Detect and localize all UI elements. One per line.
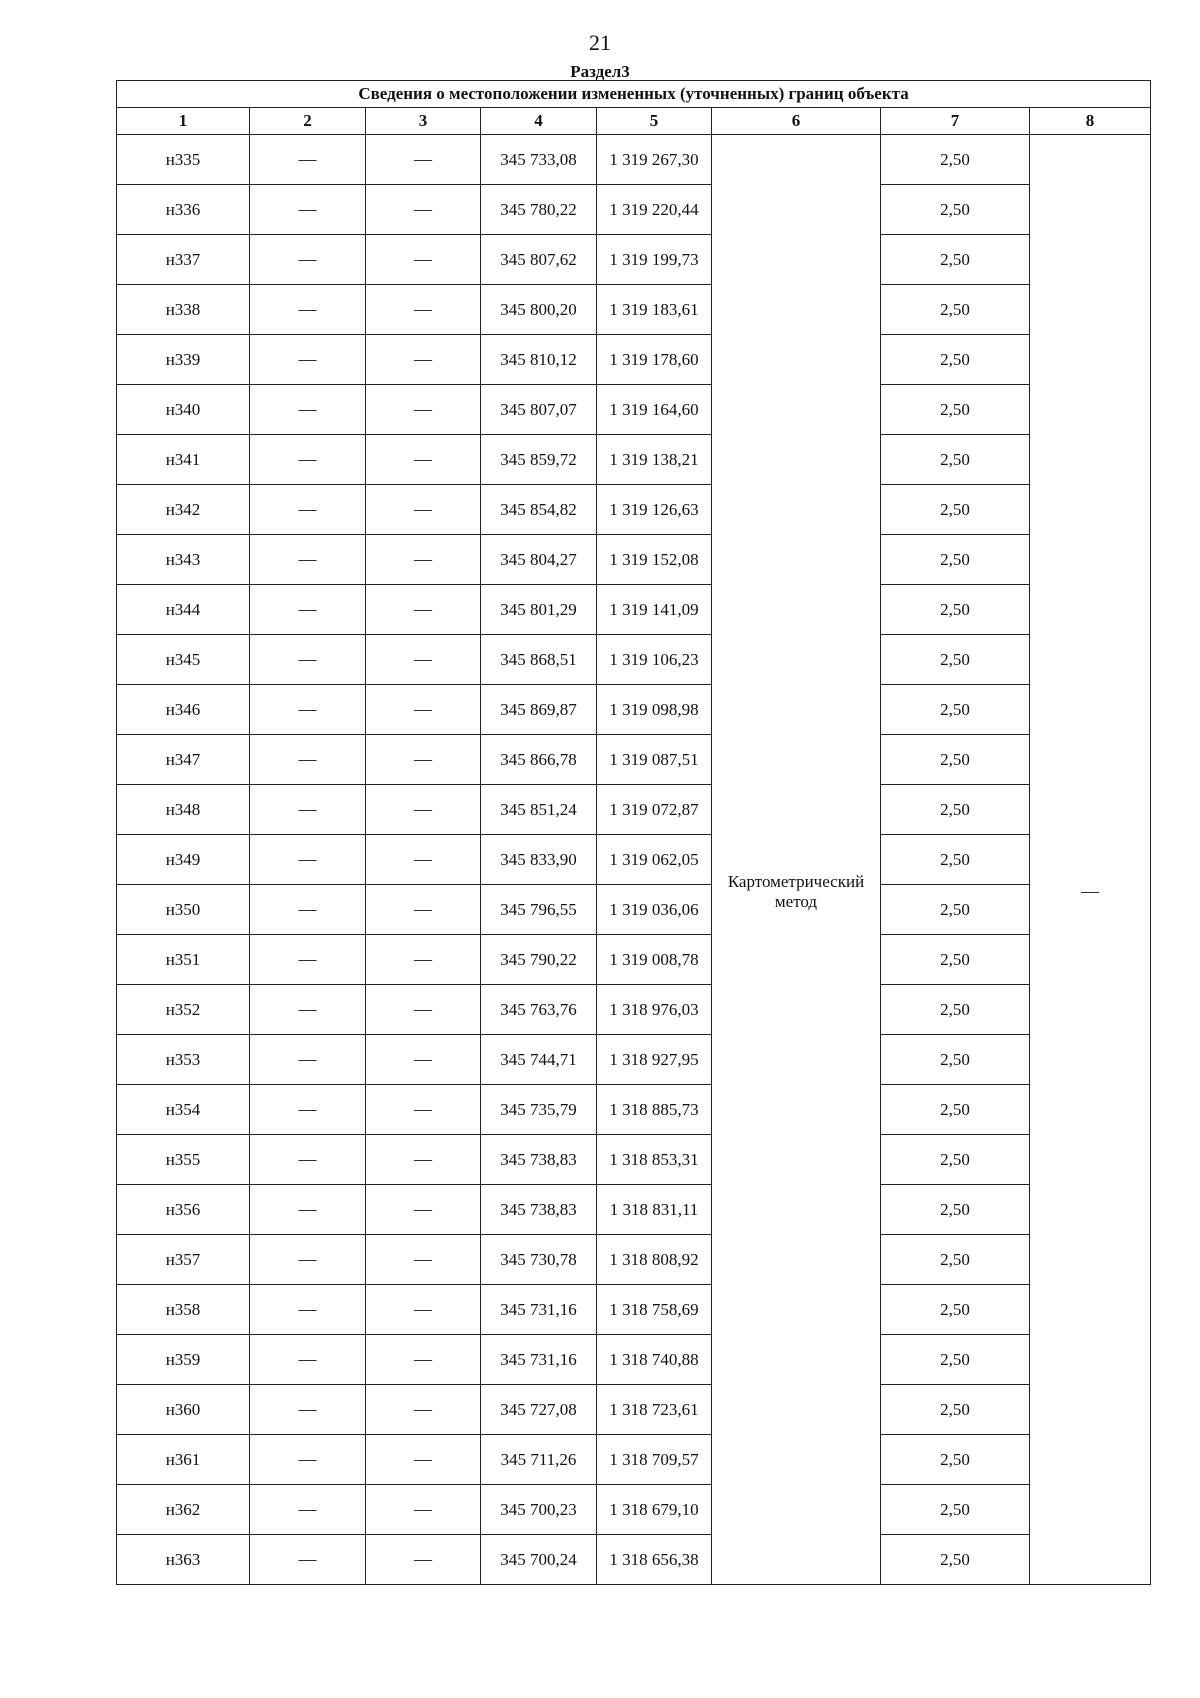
column8-cell: — xyxy=(1030,135,1151,1585)
table-row xyxy=(117,535,1151,585)
table-row xyxy=(117,935,1151,985)
x-coordinate-cell: 345 744,71 xyxy=(481,1035,597,1085)
y-coordinate-cell: 1 319 183,61 xyxy=(597,285,712,335)
column2-cell: — xyxy=(250,1135,366,1185)
table-row xyxy=(117,135,1151,185)
table-row xyxy=(117,735,1151,785)
column3-cell: — xyxy=(366,1135,481,1185)
table-row xyxy=(117,1135,1151,1185)
column-number: 2 xyxy=(250,108,366,135)
table-row xyxy=(117,335,1151,385)
x-coordinate-cell: 345 780,22 xyxy=(481,185,597,235)
y-coordinate-cell: 1 319 062,05 xyxy=(597,835,712,885)
precision-cell: 2,50 xyxy=(881,1285,1030,1335)
y-coordinate-cell: 1 318 885,73 xyxy=(597,1085,712,1135)
point-name-cell: н340 xyxy=(117,385,250,435)
x-coordinate-cell: 345 790,22 xyxy=(481,935,597,985)
column-number: 8 xyxy=(1030,108,1151,135)
table-row xyxy=(117,1435,1151,1485)
column3-cell: — xyxy=(366,1535,481,1585)
table-row xyxy=(117,685,1151,735)
table-row xyxy=(117,1335,1151,1385)
column3-cell: — xyxy=(366,1285,481,1335)
precision-cell: 2,50 xyxy=(881,735,1030,785)
y-coordinate-cell: 1 319 087,51 xyxy=(597,735,712,785)
point-name-cell: н350 xyxy=(117,885,250,935)
y-coordinate-cell: 1 318 808,92 xyxy=(597,1235,712,1285)
y-coordinate-cell: 1 319 072,87 xyxy=(597,785,712,835)
table-row xyxy=(117,785,1151,835)
x-coordinate-cell: 345 700,24 xyxy=(481,1535,597,1585)
column3-cell: — xyxy=(366,185,481,235)
y-coordinate-cell: 1 318 656,38 xyxy=(597,1535,712,1585)
column2-cell: — xyxy=(250,285,366,335)
table-row xyxy=(117,985,1151,1035)
table-row xyxy=(117,835,1151,885)
y-coordinate-cell: 1 318 976,03 xyxy=(597,985,712,1035)
y-coordinate-cell: 1 319 267,30 xyxy=(597,135,712,185)
column-number-row xyxy=(117,108,1151,135)
y-coordinate-cell: 1 318 723,61 xyxy=(597,1385,712,1435)
column3-cell: — xyxy=(366,635,481,685)
y-coordinate-cell: 1 318 831,11 xyxy=(597,1185,712,1235)
column3-cell: — xyxy=(366,535,481,585)
point-name-cell: н362 xyxy=(117,1485,250,1535)
x-coordinate-cell: 345 735,79 xyxy=(481,1085,597,1135)
column3-cell: — xyxy=(366,1335,481,1385)
table-row xyxy=(117,1035,1151,1085)
column2-cell: — xyxy=(250,235,366,285)
table-row xyxy=(117,185,1151,235)
x-coordinate-cell: 345 800,20 xyxy=(481,285,597,335)
column2-cell: — xyxy=(250,1335,366,1385)
point-name-cell: н349 xyxy=(117,835,250,885)
column3-cell: — xyxy=(366,1085,481,1135)
column2-cell: — xyxy=(250,1035,366,1085)
column2-cell: — xyxy=(250,935,366,985)
column3-cell: — xyxy=(366,885,481,935)
table-row xyxy=(117,1485,1151,1535)
y-coordinate-cell: 1 319 141,09 xyxy=(597,585,712,635)
y-coordinate-cell: 1 319 199,73 xyxy=(597,235,712,285)
column3-cell: — xyxy=(366,335,481,385)
column2-cell: — xyxy=(250,785,366,835)
precision-cell: 2,50 xyxy=(881,685,1030,735)
y-coordinate-cell: 1 318 758,69 xyxy=(597,1285,712,1335)
precision-cell: 2,50 xyxy=(881,1385,1030,1435)
y-coordinate-cell: 1 318 927,95 xyxy=(597,1035,712,1085)
column3-cell: — xyxy=(366,1435,481,1485)
column3-cell: — xyxy=(366,735,481,785)
x-coordinate-cell: 345 804,27 xyxy=(481,535,597,585)
column3-cell: — xyxy=(366,985,481,1035)
column2-cell: — xyxy=(250,1185,366,1235)
x-coordinate-cell: 345 700,23 xyxy=(481,1485,597,1535)
column2-cell: — xyxy=(250,385,366,435)
page-number: 21 xyxy=(589,30,611,55)
x-coordinate-cell: 345 738,83 xyxy=(481,1135,597,1185)
column3-cell: — xyxy=(366,785,481,835)
point-name-cell: н339 xyxy=(117,335,250,385)
y-coordinate-cell: 1 318 853,31 xyxy=(597,1135,712,1185)
column-number: 3 xyxy=(366,108,481,135)
x-coordinate-cell: 345 866,78 xyxy=(481,735,597,785)
column2-cell: — xyxy=(250,1085,366,1135)
column2-cell: — xyxy=(250,835,366,885)
point-name-cell: н344 xyxy=(117,585,250,635)
precision-cell: 2,50 xyxy=(881,635,1030,685)
column3-cell: — xyxy=(366,1035,481,1085)
precision-cell: 2,50 xyxy=(881,1435,1030,1485)
table-row xyxy=(117,1535,1151,1585)
x-coordinate-cell: 345 796,55 xyxy=(481,885,597,935)
x-coordinate-cell: 345 810,12 xyxy=(481,335,597,385)
point-name-cell: н358 xyxy=(117,1285,250,1335)
x-coordinate-cell: 345 711,26 xyxy=(481,1435,597,1485)
precision-cell: 2,50 xyxy=(881,135,1030,185)
y-coordinate-cell: 1 319 178,60 xyxy=(597,335,712,385)
column2-cell: — xyxy=(250,685,366,735)
column2-cell: — xyxy=(250,985,366,1035)
precision-cell: 2,50 xyxy=(881,1535,1030,1585)
column2-cell: — xyxy=(250,1485,366,1535)
point-name-cell: н353 xyxy=(117,1035,250,1085)
column3-cell: — xyxy=(366,1485,481,1535)
table-row xyxy=(117,585,1151,635)
precision-cell: 2,50 xyxy=(881,535,1030,585)
column3-cell: — xyxy=(366,135,481,185)
column3-cell: — xyxy=(366,1235,481,1285)
point-name-cell: н345 xyxy=(117,635,250,685)
column2-cell: — xyxy=(250,585,366,635)
y-coordinate-cell: 1 318 740,88 xyxy=(597,1335,712,1385)
boundary-table xyxy=(116,80,1151,1585)
point-name-cell: н337 xyxy=(117,235,250,285)
column2-cell: — xyxy=(250,735,366,785)
point-name-cell: н351 xyxy=(117,935,250,985)
column3-cell: — xyxy=(366,285,481,335)
column2-cell: — xyxy=(250,885,366,935)
x-coordinate-cell: 345 854,82 xyxy=(481,485,597,535)
precision-cell: 2,50 xyxy=(881,485,1030,535)
table-row xyxy=(117,635,1151,685)
point-name-cell: н354 xyxy=(117,1085,250,1135)
x-coordinate-cell: 345 738,83 xyxy=(481,1185,597,1235)
table-row xyxy=(117,235,1151,285)
column2-cell: — xyxy=(250,535,366,585)
x-coordinate-cell: 345 868,51 xyxy=(481,635,597,685)
table-caption: Сведения о местоположении измененных (уточненных) границ объекта xyxy=(117,81,1151,108)
precision-cell: 2,50 xyxy=(881,985,1030,1035)
column2-cell: — xyxy=(250,1285,366,1335)
y-coordinate-cell: 1 319 152,08 xyxy=(597,535,712,585)
y-coordinate-cell: 1 319 220,44 xyxy=(597,185,712,235)
x-coordinate-cell: 345 731,16 xyxy=(481,1335,597,1385)
point-name-cell: н342 xyxy=(117,485,250,535)
point-name-cell: н360 xyxy=(117,1385,250,1435)
precision-cell: 2,50 xyxy=(881,785,1030,835)
x-coordinate-cell: 345 727,08 xyxy=(481,1385,597,1435)
column-number: 4 xyxy=(481,108,597,135)
table-row xyxy=(117,285,1151,335)
precision-cell: 2,50 xyxy=(881,1335,1030,1385)
table-row xyxy=(117,1285,1151,1335)
point-name-cell: н348 xyxy=(117,785,250,835)
x-coordinate-cell: 345 869,87 xyxy=(481,685,597,735)
table-row xyxy=(117,485,1151,535)
column-number: 1 xyxy=(117,108,250,135)
y-coordinate-cell: 1 319 126,63 xyxy=(597,485,712,535)
y-coordinate-cell: 1 319 008,78 xyxy=(597,935,712,985)
y-coordinate-cell: 1 319 098,98 xyxy=(597,685,712,735)
point-name-cell: н341 xyxy=(117,435,250,485)
point-name-cell: н336 xyxy=(117,185,250,235)
table-row xyxy=(117,385,1151,435)
column2-cell: — xyxy=(250,1535,366,1585)
column2-cell: — xyxy=(250,435,366,485)
y-coordinate-cell: 1 319 036,06 xyxy=(597,885,712,935)
method-cell: Картометрический метод xyxy=(712,135,881,1585)
section-title: Раздел3 xyxy=(570,62,630,81)
column2-cell: — xyxy=(250,1385,366,1435)
precision-cell: 2,50 xyxy=(881,585,1030,635)
x-coordinate-cell: 345 833,90 xyxy=(481,835,597,885)
point-name-cell: н363 xyxy=(117,1535,250,1585)
point-name-cell: н359 xyxy=(117,1335,250,1385)
column3-cell: — xyxy=(366,235,481,285)
point-name-cell: н335 xyxy=(117,135,250,185)
y-coordinate-cell: 1 319 164,60 xyxy=(597,385,712,435)
table-row xyxy=(117,1185,1151,1235)
column2-cell: — xyxy=(250,185,366,235)
point-name-cell: н338 xyxy=(117,285,250,335)
column2-cell: — xyxy=(250,485,366,535)
precision-cell: 2,50 xyxy=(881,1035,1030,1085)
point-name-cell: н356 xyxy=(117,1185,250,1235)
column-number: 5 xyxy=(597,108,712,135)
x-coordinate-cell: 345 851,24 xyxy=(481,785,597,835)
x-coordinate-cell: 345 763,76 xyxy=(481,985,597,1035)
point-name-cell: н355 xyxy=(117,1135,250,1185)
x-coordinate-cell: 345 859,72 xyxy=(481,435,597,485)
precision-cell: 2,50 xyxy=(881,885,1030,935)
precision-cell: 2,50 xyxy=(881,285,1030,335)
point-name-cell: н357 xyxy=(117,1235,250,1285)
column2-cell: — xyxy=(250,135,366,185)
point-name-cell: н352 xyxy=(117,985,250,1035)
column2-cell: — xyxy=(250,1235,366,1285)
column3-cell: — xyxy=(366,435,481,485)
precision-cell: 2,50 xyxy=(881,835,1030,885)
column3-cell: — xyxy=(366,585,481,635)
x-coordinate-cell: 345 801,29 xyxy=(481,585,597,635)
column2-cell: — xyxy=(250,635,366,685)
column2-cell: — xyxy=(250,1435,366,1485)
table-row xyxy=(117,1385,1151,1435)
precision-cell: 2,50 xyxy=(881,335,1030,385)
precision-cell: 2,50 xyxy=(881,185,1030,235)
x-coordinate-cell: 345 807,62 xyxy=(481,235,597,285)
column3-cell: — xyxy=(366,1385,481,1435)
column3-cell: — xyxy=(366,935,481,985)
y-coordinate-cell: 1 318 709,57 xyxy=(597,1435,712,1485)
column3-cell: — xyxy=(366,485,481,535)
table-row xyxy=(117,435,1151,485)
precision-cell: 2,50 xyxy=(881,435,1030,485)
precision-cell: 2,50 xyxy=(881,1135,1030,1185)
precision-cell: 2,50 xyxy=(881,235,1030,285)
table-row xyxy=(117,1085,1151,1135)
point-name-cell: н361 xyxy=(117,1435,250,1485)
x-coordinate-cell: 345 730,78 xyxy=(481,1235,597,1285)
table-row xyxy=(117,1235,1151,1285)
column3-cell: — xyxy=(366,685,481,735)
column3-cell: — xyxy=(366,1185,481,1235)
column3-cell: — xyxy=(366,835,481,885)
table-caption-row xyxy=(117,81,1151,108)
precision-cell: 2,50 xyxy=(881,1235,1030,1285)
precision-cell: 2,50 xyxy=(881,385,1030,435)
precision-cell: 2,50 xyxy=(881,1185,1030,1235)
x-coordinate-cell: 345 733,08 xyxy=(481,135,597,185)
table-row xyxy=(117,885,1151,935)
point-name-cell: н343 xyxy=(117,535,250,585)
precision-cell: 2,50 xyxy=(881,935,1030,985)
x-coordinate-cell: 345 731,16 xyxy=(481,1285,597,1335)
point-name-cell: н346 xyxy=(117,685,250,735)
column2-cell: — xyxy=(250,335,366,385)
precision-cell: 2,50 xyxy=(881,1485,1030,1535)
column-number: 6 xyxy=(712,108,881,135)
x-coordinate-cell: 345 807,07 xyxy=(481,385,597,435)
y-coordinate-cell: 1 319 106,23 xyxy=(597,635,712,685)
column3-cell: — xyxy=(366,385,481,435)
column-number: 7 xyxy=(881,108,1030,135)
precision-cell: 2,50 xyxy=(881,1085,1030,1135)
y-coordinate-cell: 1 318 679,10 xyxy=(597,1485,712,1535)
y-coordinate-cell: 1 319 138,21 xyxy=(597,435,712,485)
point-name-cell: н347 xyxy=(117,735,250,785)
